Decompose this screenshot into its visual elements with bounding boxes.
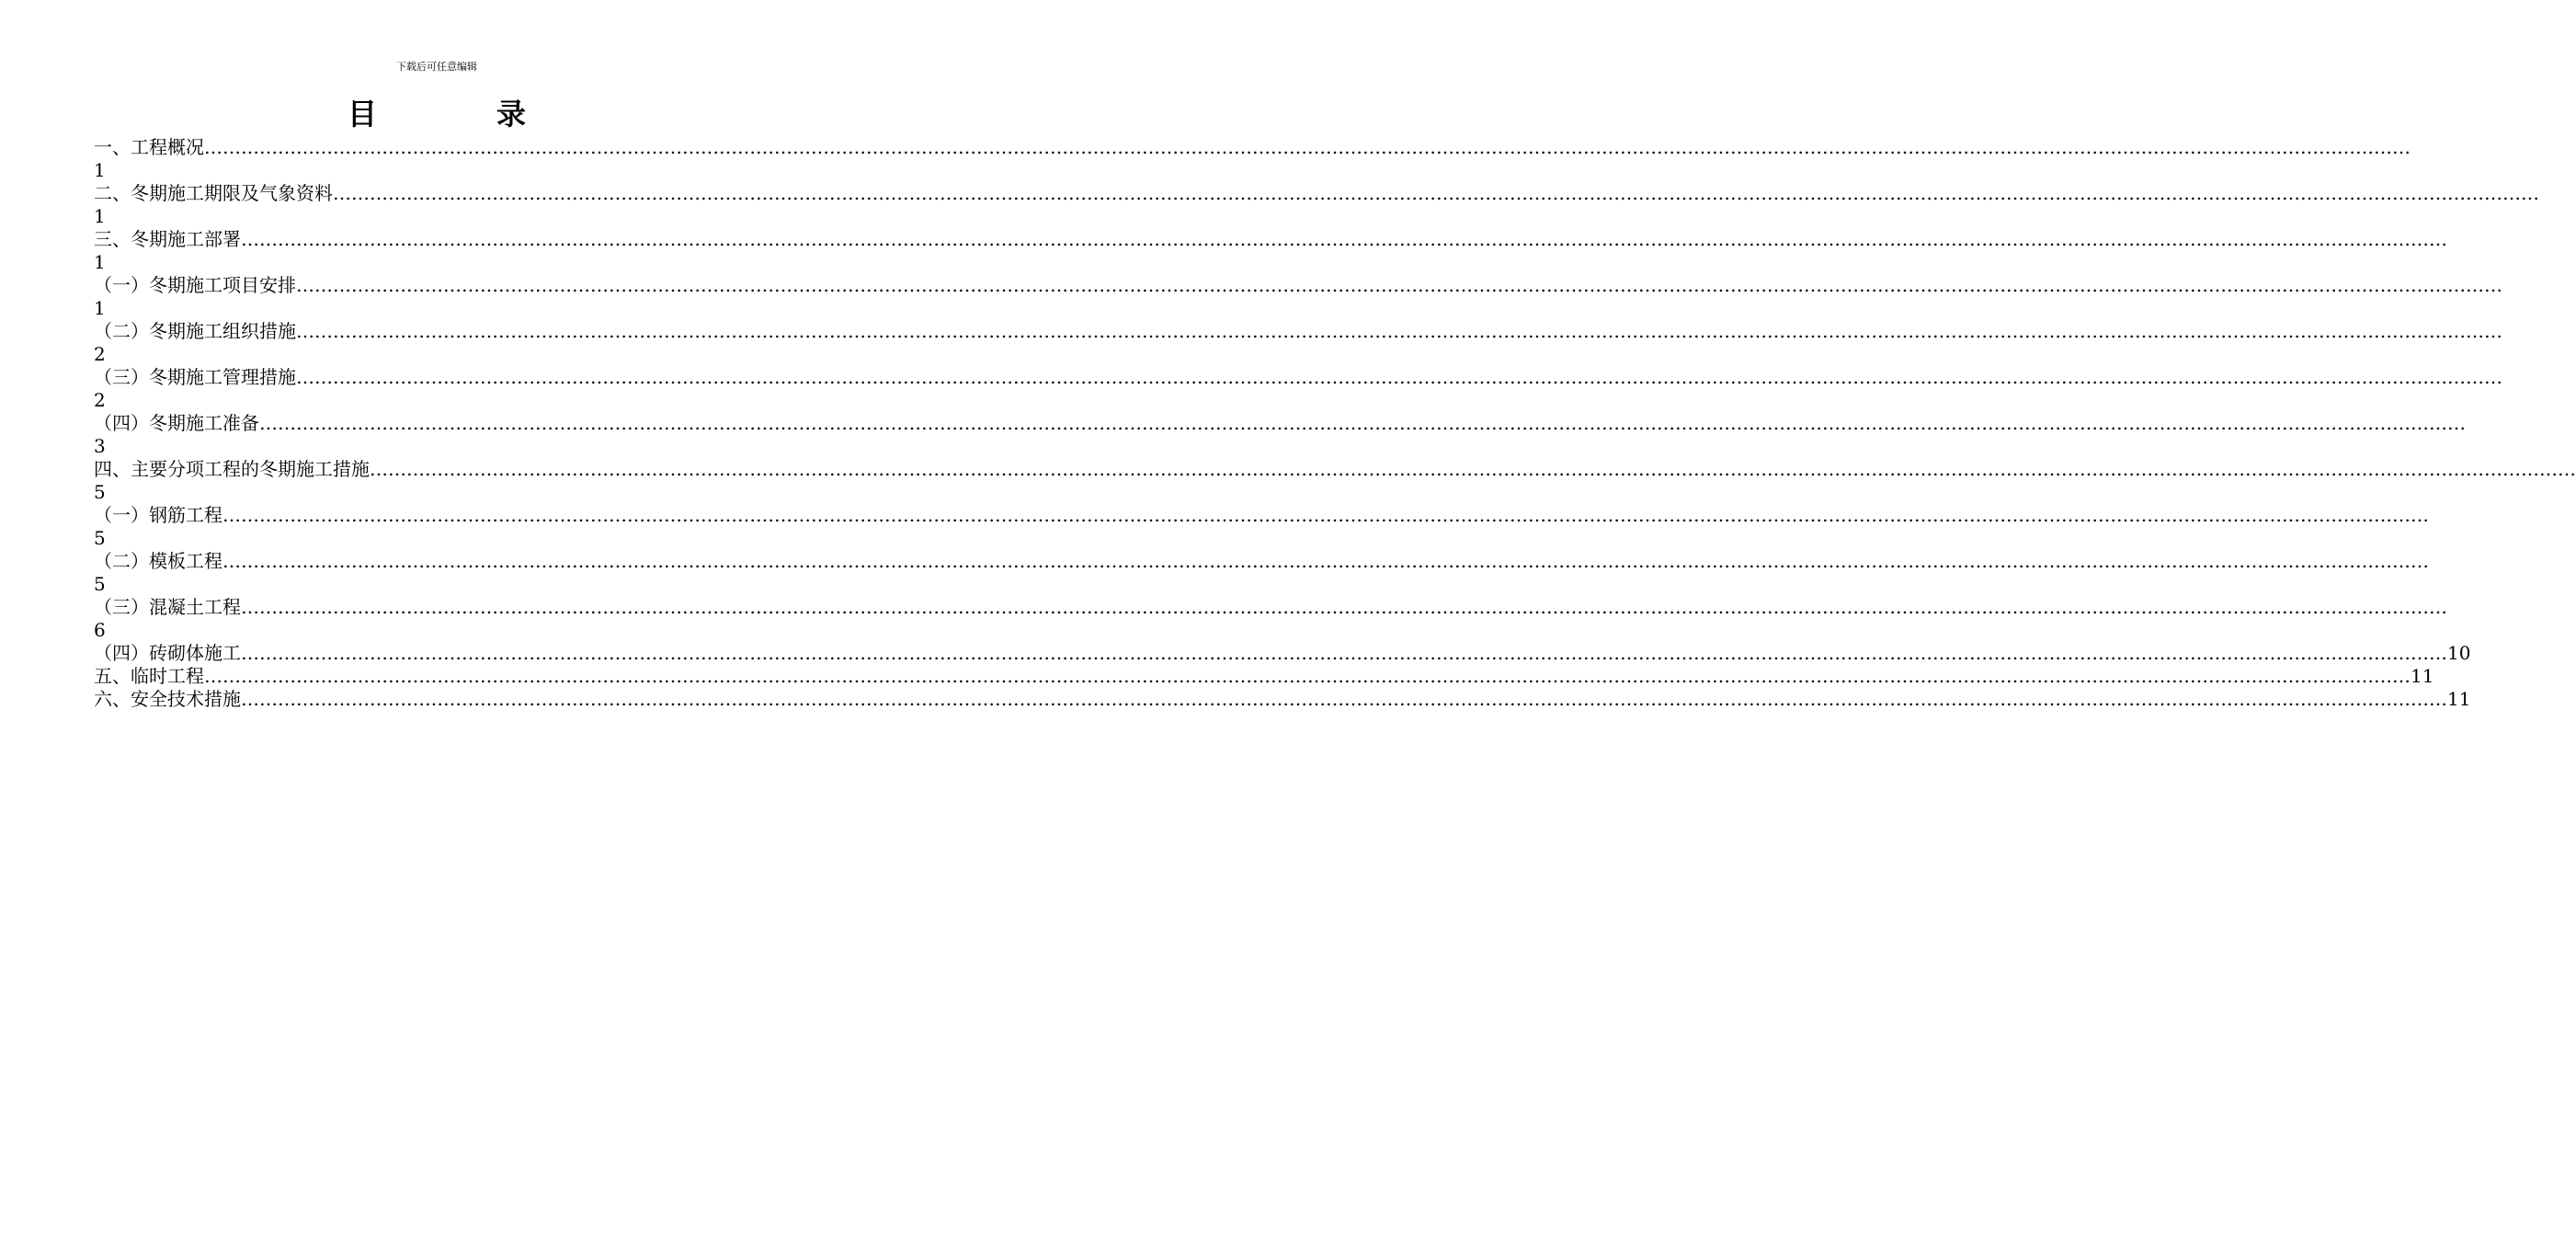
toc-page-number: 1 — [94, 205, 106, 227]
toc-leader-dots: ……………………………………………………………………………………………………………………………………………………………………………………………………………………………………………………………………………………………………………………………… — [241, 596, 2447, 618]
toc-leader-dots: ……………………………………………………………………………………………………………………………………………………………………………………………………………………………………………………………………………………………………………………………… — [241, 228, 2447, 250]
toc-page-line — [94, 435, 815, 458]
toc-page-line — [94, 159, 815, 182]
toc-entry[interactable] — [94, 274, 2502, 320]
toc-leader-dots: ……………………………………………………………………………………………………………………………………………………………………………………………………………………………………………………………………………………………………………………………… — [241, 688, 2447, 710]
toc-entry-line — [94, 182, 2539, 205]
toc-page-number: 5 — [94, 527, 106, 549]
toc-entry-line — [94, 642, 2471, 665]
toc-entry[interactable] — [94, 320, 2502, 366]
toc-entry-label: 六、安全技术措施 — [94, 688, 241, 710]
toc-page-number: 2 — [94, 389, 106, 411]
toc-entry-line — [94, 596, 2447, 619]
toc-entry-line — [94, 688, 2471, 711]
toc-page-line — [94, 343, 815, 366]
toc-entry[interactable] — [94, 688, 2471, 711]
toc-page-line — [94, 389, 815, 412]
toc-leader-dots: ……………………………………………………………………………………………………………………………………………………………………………………………………………………………………………………………………………………………………………………………… — [296, 320, 2502, 342]
toc-entry-line — [94, 550, 2429, 573]
toc-entry-label: （二）冬期施工组织措施 — [94, 320, 296, 342]
toc-entry[interactable] — [94, 596, 2447, 642]
toc-entry-label: （一）冬期施工项目安排 — [94, 274, 296, 296]
toc-page-line — [94, 527, 815, 550]
toc-page-line — [94, 251, 815, 274]
toc-page-number: 2 — [94, 343, 106, 365]
header-note: 下载后可任意编辑 — [396, 61, 477, 73]
toc-entry-label: 五、临时工程 — [94, 665, 204, 687]
toc-page-line — [94, 297, 815, 320]
toc-entry-label: 三、冬期施工部署 — [94, 228, 241, 250]
toc-entry[interactable] — [94, 458, 2576, 504]
toc-entry-line — [94, 274, 2502, 297]
toc-page-line — [94, 481, 815, 504]
toc-entry[interactable] — [94, 366, 2502, 412]
toc-leader-dots: ……………………………………………………………………………………………………………………………………………………………………………………………………………………………………………………………………………………………………………………………… — [259, 412, 2466, 434]
toc-leader-dots: ……………………………………………………………………………………………………………………………………………………………………………………………………………………………………………………………………………………………………………………………… — [204, 665, 2411, 687]
toc-entry[interactable] — [94, 504, 2429, 550]
toc-entry-line — [94, 412, 2466, 435]
toc-entry[interactable] — [94, 665, 2434, 688]
toc-entry[interactable] — [94, 182, 2539, 228]
toc-entry-label: （四）砖砌体施工 — [94, 642, 241, 664]
toc-leader-dots: ……………………………………………………………………………………………………………………………………………………………………………………………………………………………………………………………………………………………………………………………… — [222, 550, 2429, 572]
toc-page-number: 5 — [94, 481, 106, 503]
toc-entry-line — [94, 458, 2576, 481]
toc-title-char-1: 目 — [347, 97, 377, 132]
toc-leader-dots: ……………………………………………………………………………………………………………………………………………………………………………………………………………………………………………………………………………………………………………………………… — [296, 274, 2502, 296]
toc-entry-label: （一）钢筋工程 — [94, 504, 222, 526]
toc-page-line — [94, 573, 815, 596]
toc-entry-label: （三）混凝土工程 — [94, 596, 241, 618]
toc-page-number: 11 — [2411, 665, 2434, 687]
toc-page-number: 10 — [2447, 642, 2471, 664]
toc-entry-line — [94, 665, 2434, 688]
toc-entry[interactable] — [94, 412, 2466, 458]
toc-entry-label: 二、冬期施工期限及气象资料 — [94, 182, 333, 204]
toc-page-number: 1 — [94, 297, 106, 319]
toc-entry-label: 一、工程概况 — [94, 136, 204, 158]
toc-page-number: 11 — [2447, 688, 2471, 710]
table-of-contents — [94, 136, 2576, 711]
toc-entry[interactable] — [94, 228, 2447, 274]
toc-entry-line — [94, 320, 2502, 343]
toc-entry-line — [94, 228, 2447, 251]
toc-entry-label: 四、主要分项工程的冬期施工措施 — [94, 458, 370, 480]
toc-title-char-2: 录 — [496, 97, 527, 132]
toc-leader-dots: ……………………………………………………………………………………………………………………………………………………………………………………………………………………………………………………………………………………………………………………………… — [296, 366, 2502, 388]
toc-title — [0, 92, 873, 136]
toc-leader-dots: ……………………………………………………………………………………………………………………………………………………………………………………………………………………………………………………………………………………………………………………………… — [204, 136, 2411, 158]
toc-page-line — [94, 619, 815, 642]
toc-entry-line — [94, 504, 2429, 527]
toc-page-line — [94, 205, 815, 228]
toc-leader-dots: ……………………………………………………………………………………………………………………………………………………………………………………………………………………………………………………………………………………………………………………………… — [241, 642, 2447, 664]
toc-entry-label: （四）冬期施工准备 — [94, 412, 259, 434]
toc-entry[interactable] — [94, 550, 2429, 596]
toc-page-number: 6 — [94, 619, 106, 641]
toc-page-number: 1 — [94, 251, 106, 273]
toc-leader-dots: ……………………………………………………………………………………………………………………………………………………………………………………………………………………………………………………………………………………………………………………………… — [333, 182, 2539, 204]
toc-entry[interactable] — [94, 642, 2471, 665]
toc-leader-dots: ……………………………………………………………………………………………………………………………………………………………………………………………………………………………………………………………………………………………………………………………… — [222, 504, 2429, 526]
toc-entry-label: （三）冬期施工管理措施 — [94, 366, 296, 388]
toc-entry-line — [94, 136, 2411, 159]
toc-leader-dots: ……………………………………………………………………………………………………………………………………………………………………………………………………………………………………………………………………………………………………………………………… — [370, 458, 2576, 480]
toc-entry-line — [94, 366, 2502, 389]
toc-page-number: 3 — [94, 435, 106, 457]
toc-page-number: 5 — [94, 573, 106, 595]
toc-entry-label: （二）模板工程 — [94, 550, 222, 572]
toc-page-number: 1 — [94, 159, 106, 181]
toc-entry[interactable] — [94, 136, 2411, 182]
